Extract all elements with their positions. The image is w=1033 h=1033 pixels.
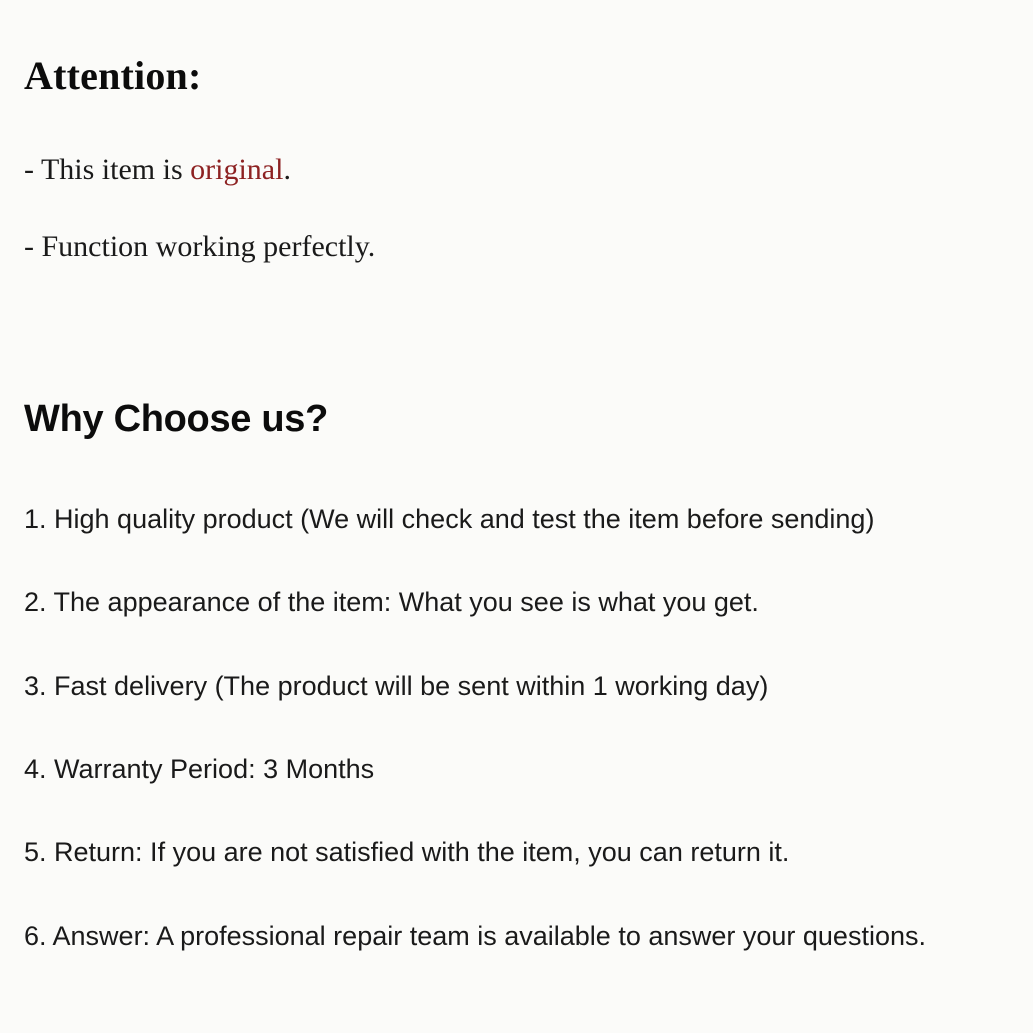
attention-line-function-text: - Function working perfectly. — [24, 230, 376, 263]
reason-item: 4. Warranty Period: 3 Months — [24, 753, 375, 784]
reason-item: 6. Answer: A professional repair team is available to answer your questions. — [24, 920, 926, 951]
reason-item: 1. High quality product (We will check and test the item before sending) — [24, 503, 875, 534]
reason-item: 3. Fast delivery (The product will be sent within 1 working day) — [24, 670, 769, 701]
attention-line-original-prefix: - This item is — [24, 153, 191, 186]
attention-line-function — [24, 229, 1009, 265]
reason-item: 2. The appearance of the item: What you see is what you get. — [24, 587, 759, 618]
attention-line-original — [24, 152, 1009, 188]
reason-item: 5. Return: If you are not satisfied with the item, you can return it. — [24, 837, 790, 868]
why-choose-us-heading: Why Choose us? — [24, 398, 329, 440]
attention-line-original-accent: original — [190, 153, 284, 186]
attention-line-original-suffix: . — [283, 153, 291, 186]
attention-heading: Attention: — [24, 53, 202, 98]
